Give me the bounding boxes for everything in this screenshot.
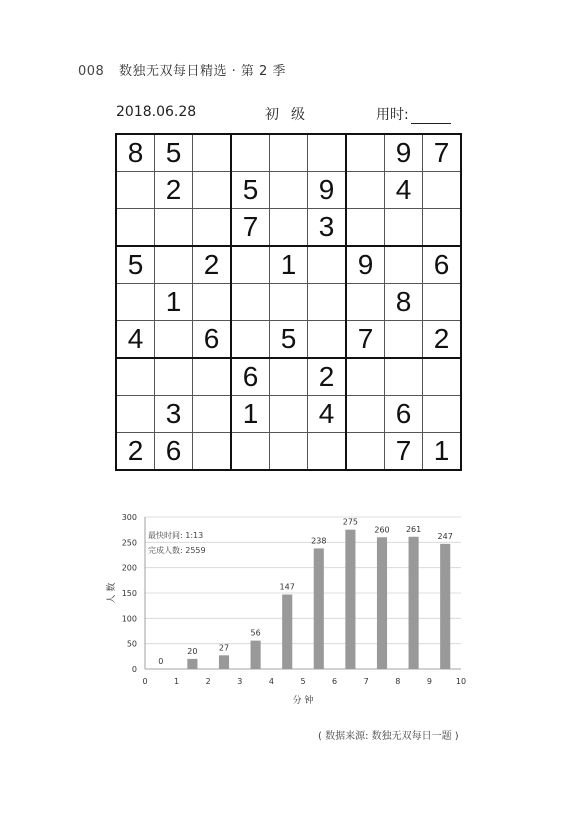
grid-cell: 7 — [385, 433, 423, 471]
y-tick-label: 200 — [121, 563, 137, 573]
grid-cell: 5 — [270, 321, 308, 359]
grid-cell: 1 — [231, 396, 270, 433]
grid-cell: 9 — [385, 134, 423, 172]
grid-cell — [193, 433, 232, 471]
y-axis-label: 人 数 — [107, 582, 117, 604]
grid-cell — [385, 246, 423, 284]
grid-row — [116, 321, 461, 359]
grid-cell — [193, 284, 232, 321]
grid-cell — [116, 209, 155, 247]
x-tick-label: 3 — [237, 677, 243, 686]
x-tick-label: 10 — [455, 677, 467, 686]
bar-value-label: 247 — [437, 531, 453, 541]
x-tick-label: 2 — [205, 677, 211, 686]
grid-cell: 8 — [116, 134, 155, 172]
grid-cell — [270, 433, 308, 471]
grid-row — [116, 433, 461, 471]
bar — [440, 544, 450, 669]
time-blank — [411, 109, 451, 124]
grid-cell — [346, 284, 385, 321]
grid-cell — [346, 172, 385, 209]
bar — [409, 537, 419, 669]
grid-cell: 4 — [116, 321, 155, 359]
y-tick-label: 300 — [121, 513, 137, 522]
grid-row — [116, 396, 461, 433]
grid-cell — [270, 396, 308, 433]
grid-cell: 7 — [346, 321, 385, 359]
page-header — [78, 60, 286, 79]
grid-row — [116, 358, 461, 396]
grid-cell — [155, 358, 193, 396]
x-tick-label: 8 — [395, 677, 401, 686]
chart-svg — [100, 505, 480, 715]
bar-value-label: 147 — [279, 582, 295, 592]
grid-cell — [155, 209, 193, 247]
grid-row — [116, 134, 461, 172]
grid-cell: 9 — [308, 172, 347, 209]
grid-cell — [423, 396, 462, 433]
grid-cell: 7 — [423, 134, 462, 172]
grid-cell — [270, 172, 308, 209]
grid-cell: 6 — [193, 321, 232, 359]
book-title: 数独无双每日精选 · 第 2 季 — [118, 64, 286, 79]
grid-cell — [193, 396, 232, 433]
completion-time-chart — [100, 505, 480, 715]
grid-row — [116, 284, 461, 321]
grid-cell — [270, 134, 308, 172]
grid-cell: 2 — [308, 358, 347, 396]
x-tick-label: 7 — [363, 677, 369, 686]
bar-value-label: 275 — [342, 517, 359, 527]
grid-cell: 8 — [385, 284, 423, 321]
grid-row — [116, 246, 461, 284]
grid-cell — [423, 284, 462, 321]
x-tick-label: 1 — [174, 677, 180, 686]
grid-cell — [423, 358, 462, 396]
grid-cell — [346, 134, 385, 172]
grid-cell: 6 — [155, 433, 193, 471]
x-tick-label: 5 — [300, 677, 306, 686]
grid-cell — [193, 134, 232, 172]
x-tick-label: 6 — [332, 677, 338, 686]
grid-cell — [346, 396, 385, 433]
bar-value-label: 56 — [250, 628, 261, 638]
grid-cell: 6 — [231, 358, 270, 396]
grid-row — [116, 172, 461, 209]
grid-cell — [346, 209, 385, 247]
grid-cell — [346, 358, 385, 396]
grid-cell: 4 — [308, 396, 347, 433]
grid-cell — [155, 321, 193, 359]
grid-cell — [231, 134, 270, 172]
grid-cell: 9 — [346, 246, 385, 284]
grid-cell — [385, 358, 423, 396]
y-tick-label: 50 — [126, 639, 137, 649]
grid-cell: 5 — [155, 134, 193, 172]
grid-cell: 6 — [423, 246, 462, 284]
grid-row — [116, 209, 461, 247]
grid-cell — [116, 396, 155, 433]
grid-cell: 1 — [155, 284, 193, 321]
grid-cell: 2 — [155, 172, 193, 209]
sudoku-grid — [115, 133, 462, 471]
grid-cell — [231, 321, 270, 359]
page-number: 008 — [78, 64, 105, 79]
puzzle-level: 初级 — [265, 107, 317, 123]
grid-cell: 6 — [385, 396, 423, 433]
grid-cell: 4 — [385, 172, 423, 209]
grid-cell: 2 — [116, 433, 155, 471]
bar — [187, 659, 197, 669]
y-tick-label: 0 — [131, 665, 137, 674]
y-tick-label: 150 — [121, 589, 137, 598]
grid-cell — [231, 433, 270, 471]
data-source-note: ( 数据来源: 数独无双每日一题 ) — [318, 731, 459, 742]
bar — [314, 548, 324, 669]
bar-value-label: 27 — [218, 643, 230, 653]
y-tick-label: 100 — [121, 614, 137, 624]
bar — [251, 641, 261, 669]
grid-cell — [308, 321, 347, 359]
grid-cell — [193, 209, 232, 247]
bar-value-label: 0 — [158, 657, 164, 666]
grid-cell — [270, 284, 308, 321]
grid-cell: 2 — [193, 246, 232, 284]
grid-cell — [193, 172, 232, 209]
bar — [219, 655, 229, 669]
grid-cell — [346, 433, 385, 471]
time-label: 用时: — [376, 107, 409, 123]
grid-cell — [155, 246, 193, 284]
x-axis-label: 分 钟 — [292, 696, 314, 706]
bar — [345, 530, 355, 669]
time-field — [376, 104, 451, 124]
grid-cell — [270, 209, 308, 247]
grid-cell — [116, 172, 155, 209]
bar — [377, 537, 387, 669]
grid-cell — [423, 209, 462, 247]
grid-cell: 2 — [423, 321, 462, 359]
completion-count-annotation: 完成人数: 2559 — [148, 546, 206, 555]
grid-cell: 3 — [155, 396, 193, 433]
fastest-time-annotation: 最快时间: 1:13 — [148, 531, 204, 540]
grid-cell — [385, 321, 423, 359]
puzzle-date: 2018.06.28 — [116, 104, 197, 120]
y-tick-label: 250 — [121, 538, 137, 548]
grid-cell: 1 — [270, 246, 308, 284]
bar-value-label: 238 — [311, 536, 327, 546]
grid-cell — [116, 358, 155, 396]
grid-cell — [116, 284, 155, 321]
grid-cell: 5 — [116, 246, 155, 284]
grid-cell — [270, 358, 308, 396]
grid-cell: 1 — [423, 433, 462, 471]
bar-value-label: 260 — [374, 525, 390, 535]
x-tick-label: 0 — [142, 677, 148, 686]
grid-cell — [193, 358, 232, 396]
grid-cell — [231, 246, 270, 284]
grid-cell — [308, 246, 347, 284]
x-tick-label: 4 — [268, 677, 274, 686]
grid-cell — [308, 134, 347, 172]
bar-value-label: 261 — [405, 524, 422, 534]
grid-cell — [423, 172, 462, 209]
grid-cell: 7 — [231, 209, 270, 247]
x-tick-label: 9 — [426, 677, 432, 686]
grid-cell — [308, 433, 347, 471]
grid-cell — [231, 284, 270, 321]
bar-value-label: 20 — [187, 646, 198, 656]
bar — [282, 595, 292, 669]
grid-cell — [308, 284, 347, 321]
grid-cell — [385, 209, 423, 247]
grid-cell: 5 — [231, 172, 270, 209]
grid-cell: 3 — [308, 209, 347, 247]
